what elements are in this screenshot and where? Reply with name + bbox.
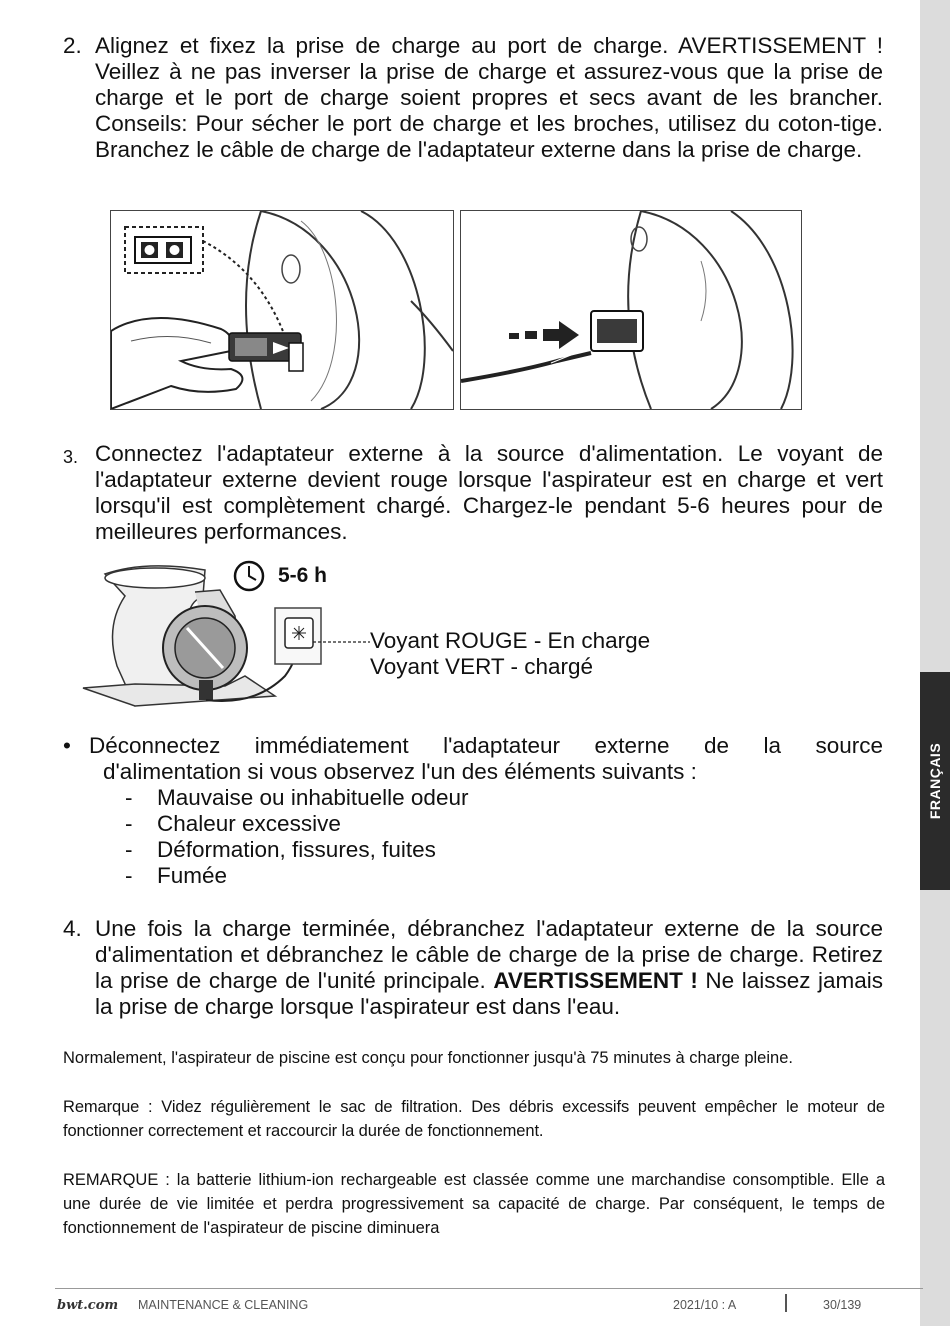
step-4-number: 4.	[63, 916, 82, 941]
step-3	[63, 441, 883, 545]
charging-led-legend	[370, 628, 650, 680]
battery-note: REMARQUE : la batterie lithium-ion rechargeable est classée comme une marchandise consomptible. Elle a une durée de vie limitée et perdra progressivement sa capacité de charge. Par conséquent, le temps de fonctionnement de l'aspirateur de piscine diminuera	[63, 1171, 885, 1237]
step-4-text: Une fois la charge terminée, débranchez l'adaptateur externe de la source d'alimentation et débranchez le câble de charge de la prise de charge. Retirez la prise de charge de l'unité principale. AVERTISSEMENT ! Ne laissez jamais la prise de charge lorsque l'aspirateur est dans l'eau.	[95, 916, 883, 1019]
filter-note: Remarque : Videz régulièrement le sac de filtration. Des débris excessifs peuvent empêcher le moteur de fonctionner correctement et raccourcir la durée de fonctionnement.	[63, 1098, 885, 1140]
legend-green-led: Voyant VERT - chargé	[370, 654, 594, 679]
page-footer	[55, 1288, 923, 1321]
warning-line-2: d'alimentation si vous observez l'un des éléments suivants :	[103, 759, 697, 784]
bullet-symbol: •	[63, 733, 71, 758]
step-2-text: Alignez et fixez la prise de charge au port de charge. AVERTISSEMENT ! Veillez à ne pas inverser la prise de charge et assurez-vous que la prise de charge et le port de charge soient propres et secs avant de les brancher. Conseils: Pour sécher le port de charge et les broches, utilisez du coton-tige. Branchez le câble de charge de l'adaptateur externe dans la prise de charge.	[95, 33, 883, 162]
language-tab-label: FRANÇAIS	[927, 742, 943, 820]
page-number: 30/139	[823, 1298, 862, 1312]
footer-divider	[785, 1294, 787, 1312]
side-bar	[920, 0, 950, 1326]
legend-red-led: Voyant ROUGE - En charge	[370, 628, 651, 653]
footer-version: 2021/10 : A	[673, 1298, 737, 1312]
step-4-warning: AVERTISSEMENT !	[493, 968, 698, 993]
step-4	[63, 916, 883, 1020]
plug-alignment-illustration	[110, 210, 454, 410]
warning-line-1: Déconnectez immédiatement l'adaptateur externe de la source	[89, 733, 883, 758]
footer-section: MAINTENANCE & CLEANING	[138, 1298, 309, 1312]
step-3-number: 3.	[63, 447, 79, 467]
step-3-text: Connectez l'adaptateur externe à la source d'alimentation. Le voyant de l'adaptateur externe devient rouge lorsque l'aspirateur est en charge et vert lorsqu'il est complètement chargé. Chargez-le pendant 5-6 heures pour de meilleures performances.	[95, 441, 883, 544]
brand-logo: bwt.com	[57, 1298, 119, 1313]
disconnect-warning	[63, 733, 883, 785]
runtime-note: Normalement, l'aspirateur de piscine est conçu pour fonctionner jusqu'à 75 minutes à charge pleine.	[63, 1049, 793, 1067]
charge-duration-label: 5-6 h	[278, 564, 328, 587]
charging-illustration	[75, 556, 370, 721]
cable-connection-illustration	[460, 210, 802, 410]
step-2-number: 2.	[63, 33, 82, 58]
step-2	[63, 33, 883, 163]
